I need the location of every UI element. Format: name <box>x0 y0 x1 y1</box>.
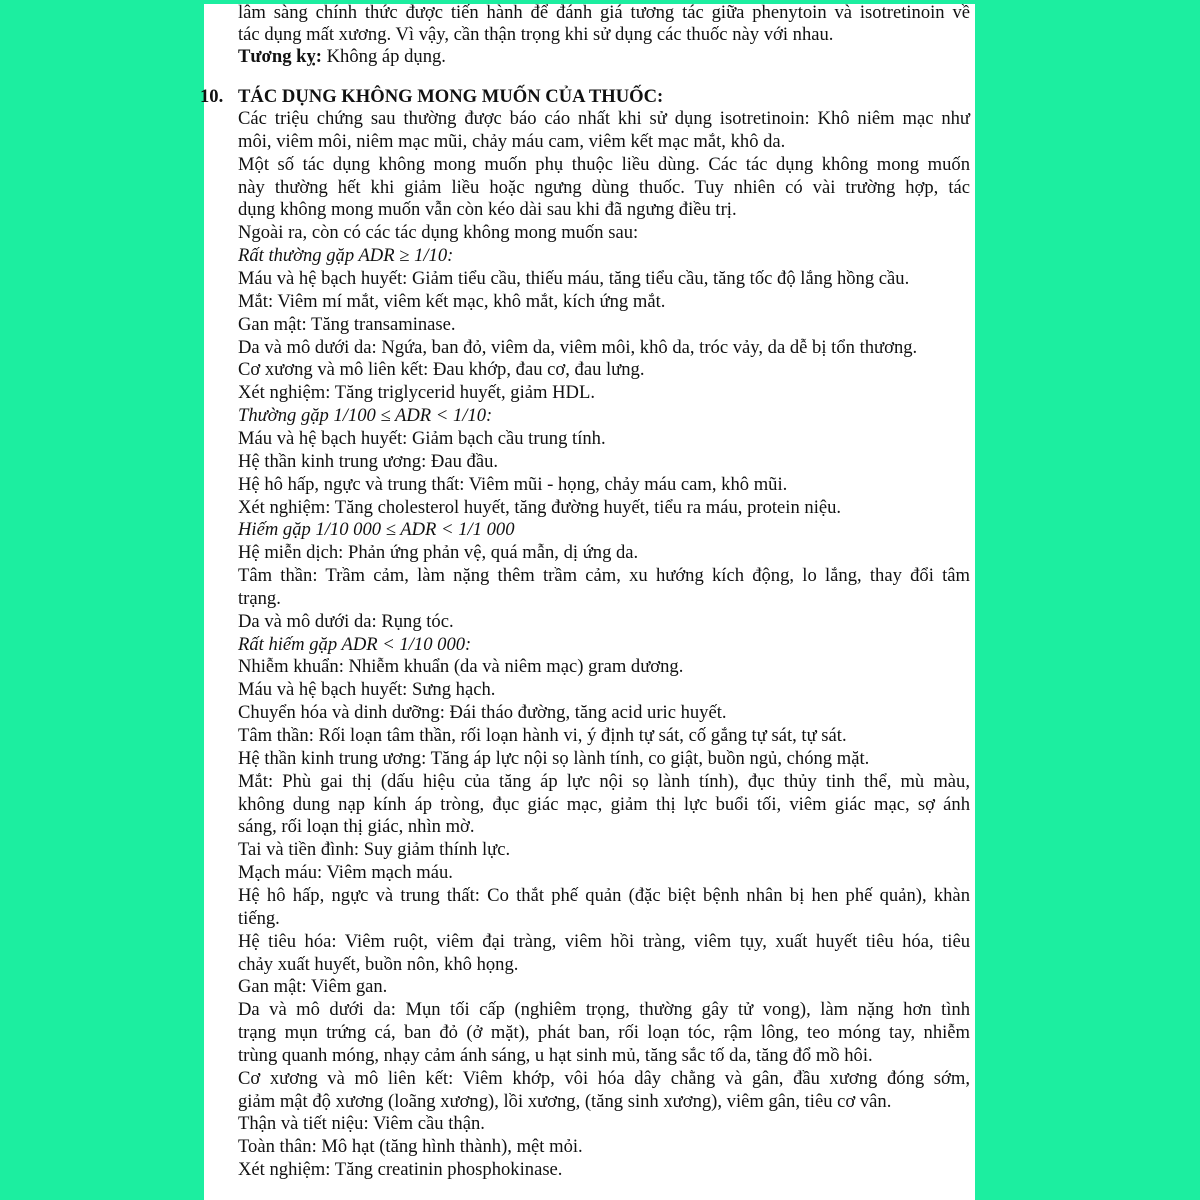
adr-line: môi, viêm môi, niêm mạc mũi, chảy máu cam, viêm kết mạc mắt, khô da. <box>238 130 786 152</box>
adr-line: này thường hết khi giảm liều hoặc ngưng dùng thuốc. Tuy nhiên có vài trường hợp, tác <box>238 176 970 198</box>
adr-line: trạng. <box>238 587 281 609</box>
adr-line: Hệ tiêu hóa: Viêm ruột, viêm đại tràng, viêm hồi tràng, viêm tụy, xuất huyết tiêu hóa, tiêu <box>238 930 970 952</box>
adr-line: Xét nghiệm: Tăng creatinin phosphokinase. <box>238 1159 563 1181</box>
adr-line: không dung nạp kính áp tròng, đục giác mạc, giảm thị lực buổi tối, viêm giác mạc, sợ ánh <box>238 793 970 815</box>
adr-line: chảy xuất huyết, buồn nôn, khô họng. <box>238 953 519 975</box>
adr-line: Ngoài ra, còn có các tác dụng không mong muốn sau: <box>238 222 639 244</box>
adr-line: sáng, rối loạn thị giác, nhìn mờ. <box>238 816 475 838</box>
adr-line: tiếng. <box>238 907 280 929</box>
adr-line: Máu và hệ bạch huyết: Giảm bạch cầu trung tính. <box>238 427 606 449</box>
adr-line: Hệ hô hấp, ngực và trung thất: Viêm mũi - họng, chảy máu cam, khô mũi. <box>238 473 788 495</box>
compat-text: Không áp dụng. <box>321 46 446 67</box>
adr-line: Tâm thần: Trầm cảm, làm nặng thêm trầm cảm, xu hướng kích động, lo lắng, thay đổi tâm <box>238 565 970 586</box>
adr-line: Hệ hô hấp, ngực và trung thất: Co thắt phế quản (đặc biệt bệnh nhân bị hen phế quản), khàn <box>238 884 970 906</box>
adr-line: Máu và hệ bạch huyết: Sưng hạch. <box>238 679 496 701</box>
adr-line: Chuyển hóa và dinh dưỡng: Đái tháo đường, tăng acid uric huyết. <box>238 702 727 724</box>
adr-line: Da và mô dưới da: Ngứa, ban đỏ, viêm da, viêm môi, khô da, tróc vảy, da dễ bị tổn thương. <box>238 336 918 358</box>
adr-line: Một số tác dụng không mong muốn phụ thuộc liều dùng. Các tác dụng không mong muốn <box>238 153 970 175</box>
adr-line: Da và mô dưới da: Mụn tối cấp (nghiêm trọng, thường gây tử vong), làm nặng hơn tình <box>238 999 970 1021</box>
document-page <box>200 2 975 1200</box>
adr-line: dụng không mong muốn vẫn còn kéo dài sau khi đã ngưng điều trị. <box>238 199 737 221</box>
intro-line-2: tác dụng mất xương. Vì vậy, cần thận trọng khi sử dụng các thuốc này với nhau. <box>238 24 834 45</box>
adr-line: Gan mật: Viêm gan. <box>238 976 388 998</box>
section-title: TÁC DỤNG KHÔNG MONG MUỐN CỦA THUỐC: <box>238 86 664 107</box>
adr-line: Rất thường gặp ADR ≥ 1/10: <box>238 245 454 267</box>
intro-line-1: lâm sàng chính thức được tiến hành để đánh giá tương tác giữa phenytoin và isotretinoin về <box>238 2 970 23</box>
section-number: 10. <box>200 86 224 107</box>
adr-line: Mạch máu: Viêm mạch máu. <box>238 862 453 884</box>
adr-line: Mắt: Viêm mí mắt, viêm kết mạc, khô mắt, kích ứng mắt. <box>238 290 666 312</box>
adr-line: Máu và hệ bạch huyết: Giảm tiểu cầu, thiếu máu, tăng tiểu cầu, tăng tốc độ lắng hồng cầu. <box>238 268 910 289</box>
adr-line: Tai và tiền đình: Suy giảm thính lực. <box>238 839 511 861</box>
adr-line: Thận và tiết niệu: Viêm cầu thận. <box>238 1113 485 1135</box>
adr-line: Tâm thần: Rối loạn tâm thần, rối loạn hành vi, ý định tự sát, cố gắng tự sát, tự sát. <box>238 725 847 746</box>
adr-line: giảm mật độ xương (loãng xương), lồi xương, (tăng sinh xương), viêm gân, tiêu cơ vân. <box>238 1090 892 1112</box>
adr-line: Các triệu chứng sau thường được báo cáo nhất khi sử dụng isotretinoin: Khô niêm mạc như <box>238 108 970 129</box>
compat-line <box>238 46 970 68</box>
compat-label: Tương kỵ: <box>238 46 322 67</box>
adr-line: Gan mật: Tăng transaminase. <box>238 313 456 335</box>
adr-line: Da và mô dưới da: Rụng tóc. <box>238 610 454 632</box>
adr-line: Thường gặp 1/100 ≤ ADR < 1/10: <box>238 405 493 427</box>
adr-line: Cơ xương và mô liên kết: Đau khớp, đau cơ, đau lưng. <box>238 359 645 381</box>
adr-line: Xét nghiệm: Tăng triglycerid huyết, giảm HDL. <box>238 382 595 404</box>
adr-line: Nhiễm khuẩn: Nhiễm khuẩn (da và niêm mạc) gram dương. <box>238 656 684 678</box>
adr-line: Hệ thần kinh trung ương: Đau đầu. <box>238 450 499 472</box>
adr-line: Hiếm gặp 1/10 000 ≤ ADR < 1/1 000 <box>238 519 515 541</box>
adr-line: Cơ xương và mô liên kết: Viêm khớp, vôi hóa dây chằng và gân, đầu xương đóng sớm, <box>238 1067 970 1089</box>
adr-line: Hệ thần kinh trung ương: Tăng áp lực nội sọ lành tính, co giật, buồn ngủ, chóng mặt. <box>238 747 870 769</box>
adr-line: Hệ miễn dịch: Phản ứng phản vệ, quá mẫn, dị ứng da. <box>238 542 639 564</box>
adr-line: Xét nghiệm: Tăng cholesterol huyết, tăng đường huyết, tiểu ra máu, protein niệu. <box>238 496 842 518</box>
adr-line: Mắt: Phù gai thị (dấu hiệu của tăng áp lực nội sọ lành tính), đục thủy tinh thể, mù màu, <box>238 770 970 792</box>
adr-line: Rất hiếm gặp ADR < 1/10 000: <box>238 633 472 655</box>
adr-line: Toàn thân: Mô hạt (tăng hình thành), mệt mỏi. <box>238 1136 583 1158</box>
adr-line: trạng mụn trứng cá, ban đỏ (ở mặt), phát ban, rối loạn tóc, rậm lông, teo móng tay, nhiễm <box>238 1022 970 1043</box>
adr-line: trùng quanh móng, nhạy cảm ánh sáng, u hạt sinh mủ, tăng sắc tố da, tăng đổ mồ hôi. <box>238 1044 873 1066</box>
